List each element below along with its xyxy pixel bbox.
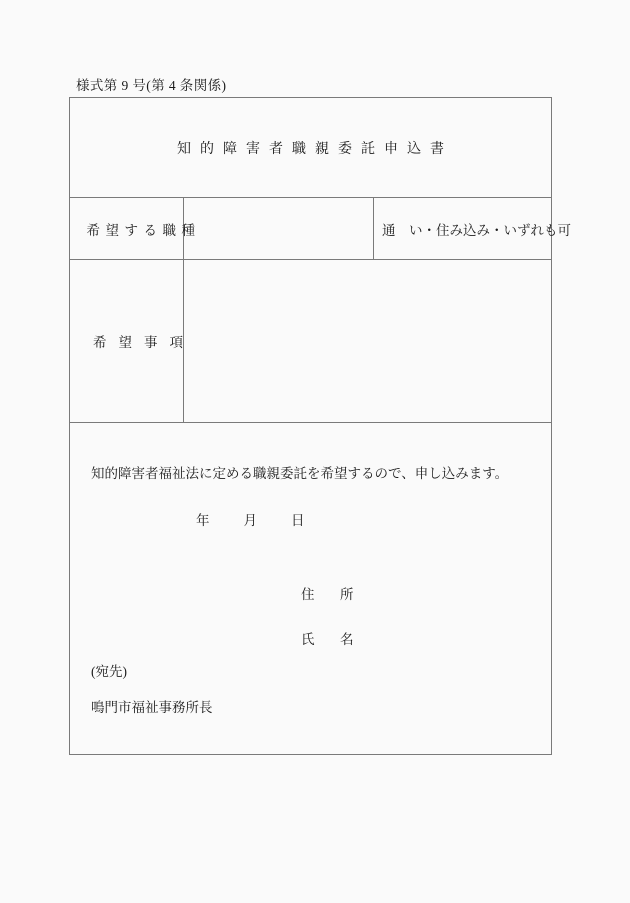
name-label[interactable]: 氏 名: [301, 632, 360, 647]
wishes-label: 希望事項: [93, 335, 195, 350]
job-type-label: 希望する職種: [86, 222, 201, 238]
table-row-title: [70, 98, 551, 198]
document-title: 知的障害者職親委託申込書: [177, 141, 453, 157]
date-line[interactable]: [196, 509, 305, 529]
address-label[interactable]: 住 所: [301, 587, 360, 602]
commute-mode-cell[interactable]: [374, 198, 571, 259]
job-type-label-cell: [70, 198, 201, 259]
wishes-value-field[interactable]: [184, 260, 551, 422]
date-day-label: 日: [291, 513, 305, 528]
table-row-body: [70, 423, 551, 754]
date-month-label: 月: [243, 513, 257, 528]
application-form-table: [69, 97, 571, 755]
job-type-value-field[interactable]: [184, 198, 374, 259]
commute-mode-options: 通 い・住み込み・いずれも可: [382, 222, 571, 238]
declaration-section: [70, 423, 551, 754]
title-cell: [70, 98, 551, 197]
table-row-wishes: [70, 260, 551, 423]
wishes-label-cell: [70, 260, 195, 422]
date-year-label: 年: [196, 513, 210, 528]
form-number: 様式第 9 号(第 4 条関係): [76, 78, 227, 93]
recipient-name: 鳴門市福祉事務所長: [91, 700, 213, 715]
recipient-prefix-label: (宛先): [91, 664, 127, 679]
declaration-statement: 知的障害者福祉法に定める職親委託を希望するので、申し込みます。: [91, 466, 509, 481]
table-row-job-type: [70, 198, 571, 260]
